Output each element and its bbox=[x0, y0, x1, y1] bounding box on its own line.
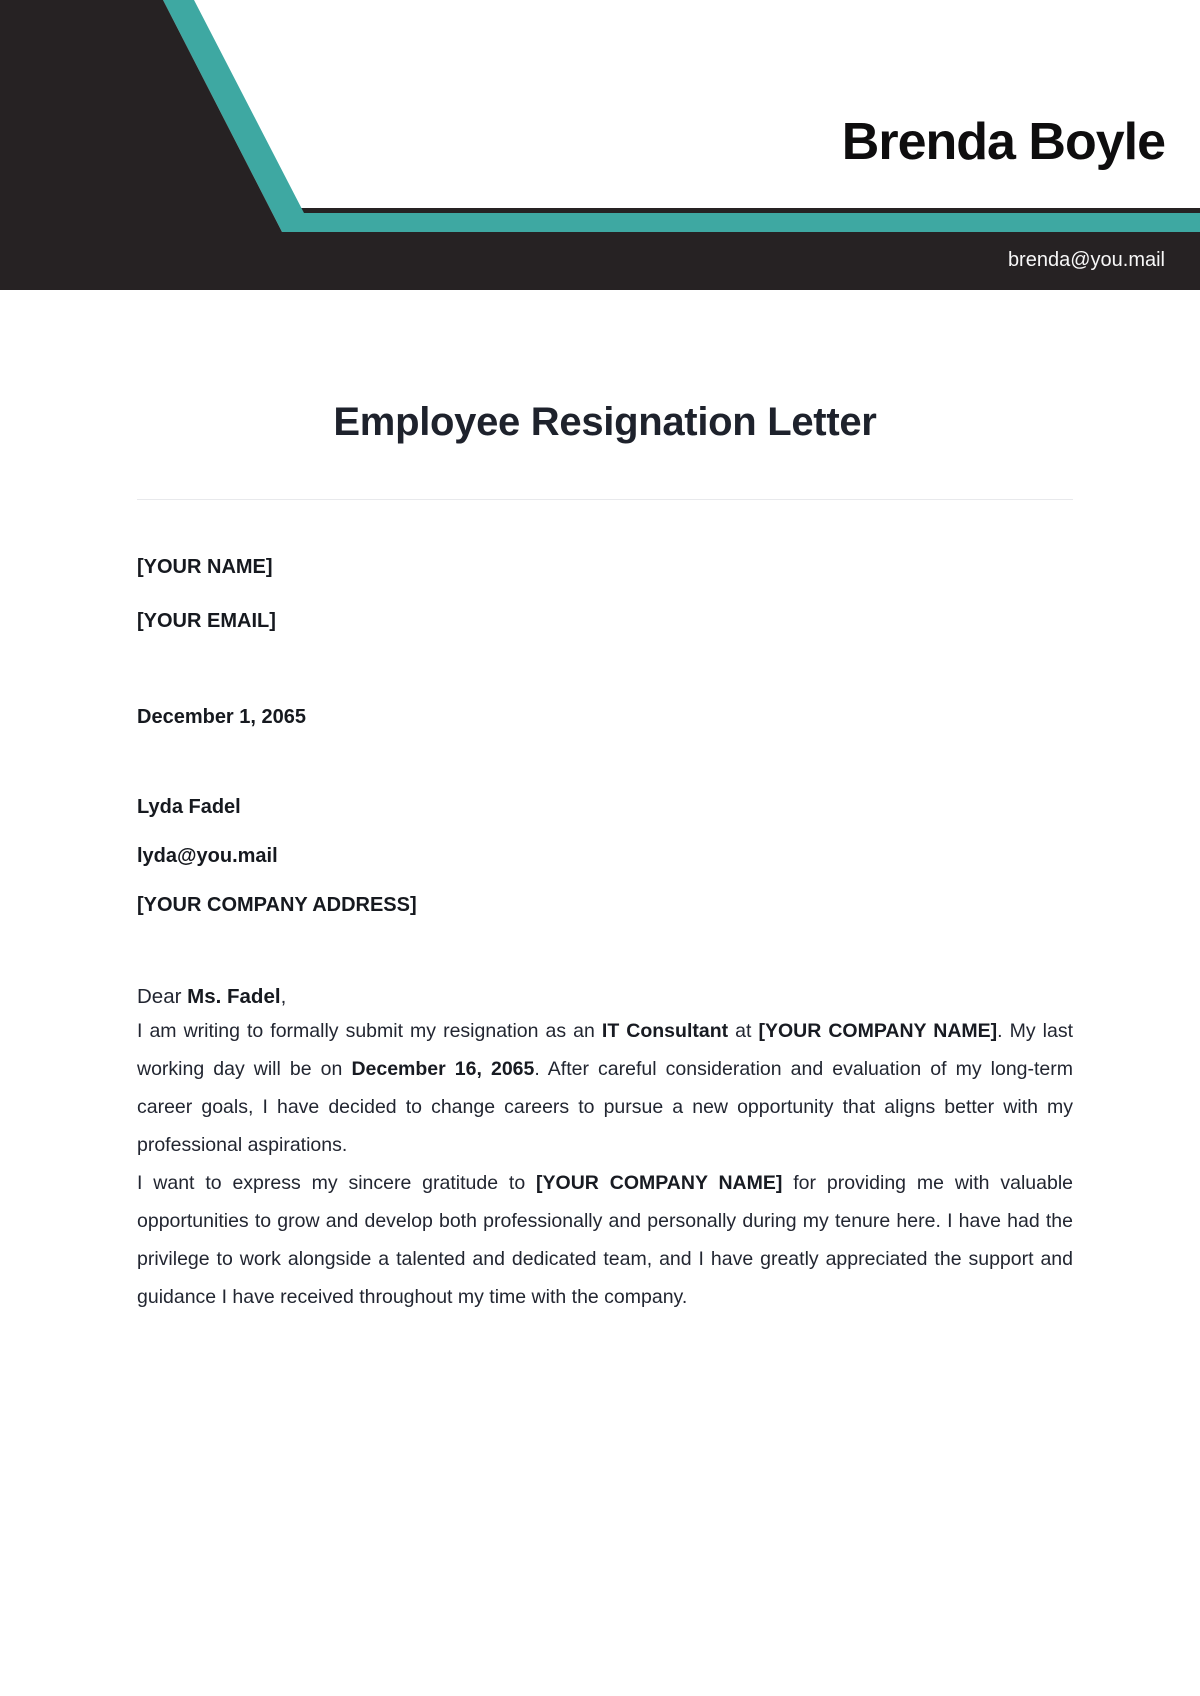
recipient-block bbox=[137, 792, 1073, 920]
salutation-recipient-name: Ms. Fadel bbox=[187, 985, 281, 1008]
letter-date: December 1, 2065 bbox=[137, 706, 307, 728]
sender-block bbox=[137, 552, 1073, 636]
letterhead-thin-rule bbox=[295, 208, 1200, 213]
paragraph-1-text: . My last working day will be on bbox=[137, 1020, 1074, 1080]
paragraph-2 bbox=[137, 1164, 1073, 1316]
paragraph-1-text: . After careful consideration and evaluation of my long-term career goals, I have decided to change careers to pursue a new opportunity that aligns better with my professional aspirations. bbox=[137, 1058, 1074, 1156]
document-title: Employee Resignation Letter bbox=[333, 400, 877, 444]
salutation bbox=[137, 982, 1073, 1012]
letter-content bbox=[0, 398, 1200, 1316]
company-name-placeholder: [YOUR COMPANY NAME] bbox=[536, 1172, 783, 1194]
date-block bbox=[137, 702, 1073, 732]
letterhead bbox=[0, 0, 1200, 290]
recipient-address-placeholder: [YOUR COMPANY ADDRESS] bbox=[137, 894, 417, 916]
salutation-suffix: , bbox=[280, 985, 287, 1008]
job-title-highlight: IT Consultant bbox=[601, 1020, 729, 1042]
title-divider bbox=[137, 499, 1073, 500]
paragraph-1 bbox=[137, 1012, 1073, 1164]
recipient-email: lyda@you.mail bbox=[137, 845, 278, 867]
paragraph-1-text: at bbox=[728, 1020, 759, 1042]
recipient-name: Lyda Fadel bbox=[137, 796, 241, 818]
company-name-placeholder: [YOUR COMPANY NAME] bbox=[758, 1020, 998, 1042]
sender-email-placeholder: [YOUR EMAIL] bbox=[137, 610, 276, 632]
brand-email: brenda@you.mail bbox=[1007, 249, 1165, 271]
salutation-prefix: Dear bbox=[137, 985, 188, 1008]
paragraph-2-text: I want to express my sincere gratitude to bbox=[137, 1172, 537, 1194]
paragraph-2-text: for providing me with valuable opportunities to grow and develop both professionally and personally during my tenure here. I have had the privilege to work alongside a talented and dedicated team, and I have greatly appreciated the support and guidance I have received throughout my time with the company. bbox=[137, 1172, 1073, 1308]
paragraph-1-text: I am writing to formally submit my resignation as an bbox=[137, 1020, 602, 1042]
brand-name: Brenda Boyle bbox=[841, 113, 1165, 171]
sender-name-placeholder: [YOUR NAME] bbox=[137, 556, 273, 578]
last-working-day-highlight: December 16, 2065 bbox=[351, 1058, 535, 1080]
